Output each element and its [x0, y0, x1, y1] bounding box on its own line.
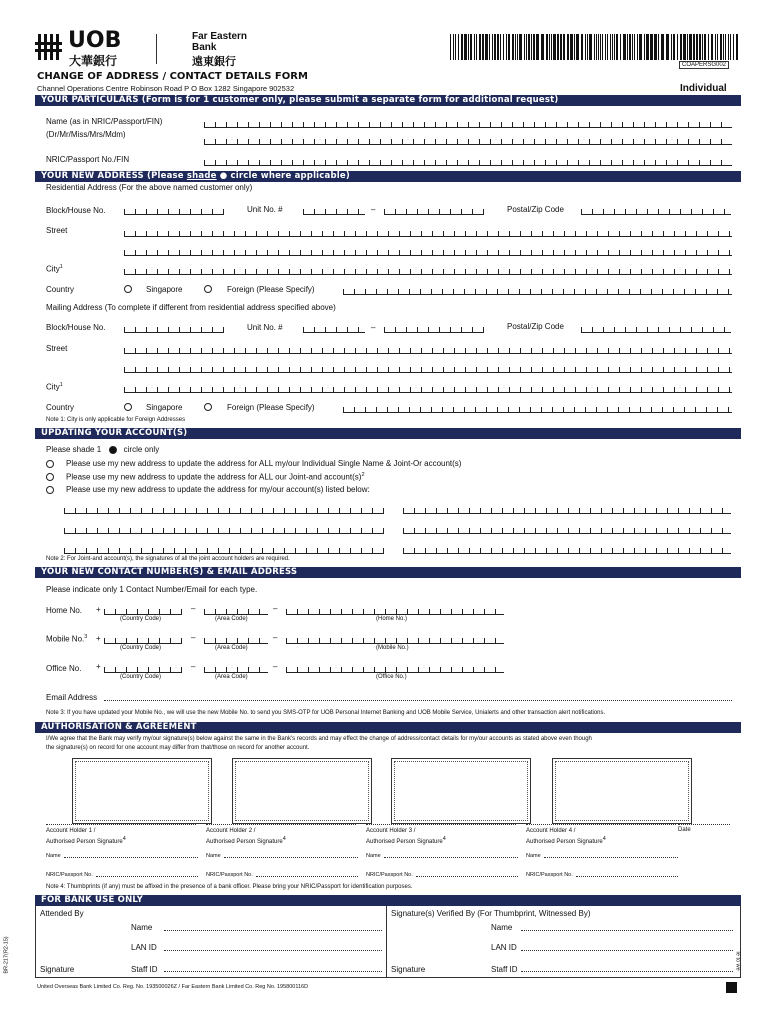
signature-box-holder-4[interactable]: [552, 758, 692, 824]
holder-2-name-label: Name: [206, 853, 221, 859]
attended-by-label: Attended By: [40, 909, 84, 918]
holder-4-name-field[interactable]: [544, 857, 678, 858]
res-street-row1[interactable]: [124, 225, 732, 237]
mail-foreign-label: Foreign (Please Specify): [227, 403, 315, 412]
res-foreign-radio[interactable]: [204, 285, 212, 293]
logo-divider: [156, 34, 157, 64]
office-area-code-field[interactable]: [204, 661, 268, 673]
mail-country-label: Country: [46, 403, 75, 412]
mail-foreign-radio[interactable]: [204, 403, 212, 411]
mail-country-field[interactable]: [343, 401, 732, 413]
side-right-text: Ie to we: [734, 951, 741, 971]
uob-chinese-name: 大華銀行: [69, 54, 118, 68]
office-country-caption: (Country Code): [120, 674, 162, 680]
mobile-number-caption: (Mobile No.): [376, 645, 409, 651]
name-field-row1[interactable]: [204, 116, 732, 128]
mail-unit-floor-field[interactable]: [303, 321, 365, 333]
holder-3-nric-label: NRIC/Passport No.: [366, 872, 413, 878]
contact-section-bar: YOUR NEW CONTACT NUMBER(S) & EMAIL ADDRESS: [35, 567, 741, 578]
registration-mark: [726, 982, 737, 993]
holder-2-caption: Account Holder 2 / Authorised Person Signature$^4$: [206, 828, 286, 845]
mail-block-label: Block/House No.: [46, 323, 106, 332]
mailing-title: Mailing Address (To complete if different from residential address specified above): [46, 303, 336, 312]
res-city-label: City$^1$: [46, 264, 63, 274]
update-option-3-radio[interactable]: [46, 486, 54, 494]
home-number-caption: (Home No.): [376, 616, 408, 622]
res-block-label: Block/House No.: [46, 206, 106, 215]
mobile-area-code-field[interactable]: [204, 632, 268, 644]
account-number-field-5[interactable]: [64, 542, 384, 554]
update-option-1-radio[interactable]: [46, 460, 54, 468]
holder-1-caption: Account Holder 1 / Authorised Person Signature$^4$: [46, 828, 126, 845]
home-dash-1: –: [191, 604, 196, 613]
left-staff-field[interactable]: [164, 971, 382, 972]
mail-unit-dash: –: [371, 323, 376, 332]
mobile-plus: +: [96, 634, 101, 643]
barcode-code: COAPERSG002: [679, 61, 729, 69]
res-postal-field[interactable]: [581, 203, 731, 215]
holder-2-name-field[interactable]: [224, 857, 358, 858]
mail-city-label: City$^1$: [46, 382, 63, 392]
email-field[interactable]: [104, 700, 732, 701]
nric-label: NRIC/Passport No./FIN: [46, 155, 130, 164]
update-option-3-label: Please use my new address to update the address for my/our account(s) listed below:: [66, 485, 370, 494]
contact-instruction: Please indicate only 1 Contact Number/Email for each type.: [46, 585, 258, 594]
office-no-label: Office No.: [46, 664, 82, 673]
feb-logo-line1: Far Eastern: [192, 31, 248, 42]
mail-singapore-label: Singapore: [146, 403, 183, 412]
mail-street-row1[interactable]: [124, 342, 732, 354]
res-singapore-radio[interactable]: [124, 285, 132, 293]
home-number-field[interactable]: [286, 603, 504, 615]
update-option-1-label: Please use my new address to update the address for ALL my/our Individual Single Name & Joint-Or account(s): [66, 459, 462, 468]
bank-use-bottom-border: [35, 977, 741, 978]
res-street-row2[interactable]: [124, 244, 732, 256]
mail-unit-number-field[interactable]: [384, 321, 484, 333]
home-dash-2: –: [273, 604, 278, 613]
name-field-row2[interactable]: [204, 133, 732, 145]
res-unit-number-field[interactable]: [384, 203, 484, 215]
mail-postal-label: Postal/Zip Code: [507, 322, 564, 331]
particulars-section-bar: YOUR PARTICULARS (Form is for 1 customer only, please submit a separate form for additional request): [35, 95, 741, 106]
holder-1-nric-field[interactable]: [96, 876, 198, 877]
verified-by-label: Signature(s) Verified By (For Thumbprint, Witnessed By): [391, 909, 591, 918]
office-dash-1: –: [191, 662, 196, 671]
mobile-area-caption: (Area Code): [215, 645, 248, 651]
holder-4-sign-line[interactable]: [526, 824, 676, 825]
left-lan-label: LAN ID: [131, 943, 157, 952]
signature-box-holder-3[interactable]: [391, 758, 531, 824]
res-block-field[interactable]: [124, 203, 224, 215]
note-3: Note 3: If you have updated your Mobile No., we will use the new Mobile No. to send you SMS-OTP for UOB Personal Internet Banking and UOB Mobile Service, Unialerts and other transaction alert notifications.: [46, 710, 606, 716]
left-name-label: Name: [131, 923, 153, 932]
holder-2-nric-field[interactable]: [256, 876, 358, 877]
mail-postal-field[interactable]: [581, 321, 731, 333]
form-type: Individual: [680, 83, 727, 94]
home-area-caption: (Area Code): [215, 616, 248, 622]
new-address-section-bar: YOUR NEW ADDRESS (Please shade ● circle where applicable): [35, 171, 741, 182]
agreement-text-line2: the signature(s) on record for one account may differ from that/those on record for another account.: [46, 745, 310, 751]
res-postal-label: Postal/Zip Code: [507, 205, 564, 214]
holder-3-nric-field[interactable]: [416, 876, 518, 877]
res-singapore-label: Singapore: [146, 285, 183, 294]
uob-logo-text: UOB: [68, 28, 122, 53]
home-country-caption: (Country Code): [120, 616, 162, 622]
home-country-code-field[interactable]: [104, 603, 182, 615]
nric-field[interactable]: [204, 154, 732, 166]
registration-footer: United Overseas Bank Limited Co. Reg. No. 193500026Z / Far Eastern Bank Limited Co. Reg No. 195800116D: [37, 984, 309, 990]
account-number-field-4[interactable]: [403, 522, 731, 534]
feb-chinese-name: 遠東銀行: [192, 56, 236, 68]
holder-1-name-field[interactable]: [64, 857, 198, 858]
right-lan-label: LAN ID: [491, 943, 517, 952]
account-number-field-2[interactable]: [403, 502, 731, 514]
update-option-2-radio[interactable]: [46, 473, 54, 481]
bank-use-section-bar: FOR BANK USE ONLY: [35, 895, 741, 906]
account-number-field-1[interactable]: [64, 502, 384, 514]
left-name-field[interactable]: [164, 930, 382, 931]
bank-use-left-border: [35, 906, 36, 978]
bank-use-divider: [386, 906, 387, 978]
holder-4-caption: Account Holder 4 / Authorised Person Signature$^4$: [526, 828, 606, 845]
res-country-label: Country: [46, 285, 75, 294]
side-form-code: BR-217(R2-15): [3, 936, 10, 974]
holder-2-nric-label: NRIC/Passport No.: [206, 872, 253, 878]
office-number-field[interactable]: [286, 661, 504, 673]
barcode-icon: [450, 34, 740, 62]
office-dash-2: –: [273, 662, 278, 671]
signature-box-holder-1[interactable]: [72, 758, 212, 824]
centre-address: Channel Operations Centre Robinson Road P O Box 1282 Singapore 902532: [37, 84, 295, 93]
holder-3-name-field[interactable]: [384, 857, 518, 858]
res-street-label: Street: [46, 226, 68, 235]
mail-city-field[interactable]: [124, 381, 732, 393]
res-country-field[interactable]: [343, 283, 732, 295]
holder-1-nric-label: NRIC/Passport No.: [46, 872, 93, 878]
signature-box-holder-2[interactable]: [232, 758, 372, 824]
home-area-code-field[interactable]: [204, 603, 268, 615]
right-name-field[interactable]: [521, 930, 733, 931]
mobile-dash-2: –: [273, 633, 278, 642]
form-title: CHANGE OF ADDRESS / CONTACT DETAILS FORM: [37, 71, 308, 82]
res-foreign-label: Foreign (Please Specify): [227, 285, 315, 294]
note-2: Note 2: For Joint-and account(s), the signatures of all the joint account holders are required.: [46, 556, 290, 562]
account-number-field-6[interactable]: [403, 542, 731, 554]
mobile-number-field[interactable]: [286, 632, 504, 644]
mail-street-row2[interactable]: [124, 361, 732, 373]
res-unit-label: Unit No. #: [247, 205, 283, 214]
mail-street-label: Street: [46, 344, 68, 353]
feb-logo-line2: Bank: [192, 42, 217, 53]
right-signature-label: Signature: [391, 965, 426, 974]
holder-3-sign-line[interactable]: [366, 824, 516, 825]
mobile-country-code-field[interactable]: [104, 632, 182, 644]
mail-block-field[interactable]: [124, 321, 224, 333]
salutation-label: (Dr/Mr/Miss/Mrs/Mdm): [46, 130, 126, 139]
residential-title: Residential Address (For the above named customer only): [46, 183, 253, 192]
mobile-country-caption: (Country Code): [120, 645, 162, 651]
holder-3-name-label: Name: [366, 853, 381, 859]
office-plus: +: [96, 662, 101, 671]
date-caption: Date: [678, 827, 691, 833]
office-number-caption: (Office No.): [376, 674, 407, 680]
left-lan-field[interactable]: [164, 950, 382, 951]
mail-singapore-radio[interactable]: [124, 403, 132, 411]
mobile-dash-1: –: [191, 633, 196, 642]
mobile-no-label: Mobile No.$^3$: [46, 634, 88, 644]
agreement-text-line1: I/We agree that the Bank may verify my/our signature(s) below against the same in the Bank's records and may effect the change of address/contact details for my/our accounts as stated above even though: [46, 736, 592, 742]
email-label: Email Address: [46, 693, 98, 702]
update-option-2-label: Please use my new address to update the address for ALL our Joint-and $account(s)^2$: [66, 472, 365, 482]
shade-instruction: Please shade 1 circle only: [46, 445, 160, 454]
accounts-section-bar: UPDATING YOUR ACCOUNT(S): [35, 428, 741, 439]
left-staff-label: Staff ID: [131, 965, 158, 974]
res-unit-dash: –: [371, 205, 376, 214]
uob-logo-icon: [35, 34, 65, 60]
holder-4-name-label: Name: [526, 853, 541, 859]
note-4: Note 4: Thumbprints (if any) must be affixed in the presence of a bank officer. Please bring your NRIC/Passport for identification purposes.: [46, 884, 413, 890]
res-unit-floor-field[interactable]: [303, 203, 365, 215]
account-number-field-3[interactable]: [64, 522, 384, 534]
res-city-field[interactable]: [124, 263, 732, 275]
holder-3-caption: Account Holder 3 / Authorised Person Signature$^4$: [366, 828, 446, 845]
right-name-label: Name: [491, 923, 513, 932]
feb-logo: [168, 30, 258, 66]
uob-logo: [35, 30, 145, 66]
right-staff-label: Staff ID: [491, 965, 518, 974]
right-staff-field[interactable]: [521, 971, 733, 972]
holder-1-sign-line[interactable]: [46, 824, 196, 825]
home-plus: +: [96, 605, 101, 614]
shade-example-circle-icon: [109, 446, 117, 454]
note-1: Note 1: City is only applicable for Foreign Addresses: [46, 417, 186, 423]
shade-underlined: shade: [186, 171, 217, 181]
left-signature-label: Signature: [40, 965, 75, 974]
office-area-caption: (Area Code): [215, 674, 248, 680]
office-country-code-field[interactable]: [104, 661, 182, 673]
home-no-label: Home No.: [46, 606, 83, 615]
holder-2-sign-line[interactable]: [206, 824, 356, 825]
mail-unit-label: Unit No. #: [247, 323, 283, 332]
name-label: Name (as in NRIC/Passport/FIN): [46, 117, 163, 126]
holder-1-name-label: Name: [46, 853, 61, 859]
authorisation-section-bar: AUTHORISATION & AGREEMENT: [35, 722, 741, 733]
right-lan-field[interactable]: [521, 950, 733, 951]
holder-4-nric-label: NRIC/Passport No.: [526, 872, 573, 878]
holder-4-nric-field[interactable]: [576, 876, 678, 877]
date-sign-line[interactable]: [678, 824, 730, 825]
